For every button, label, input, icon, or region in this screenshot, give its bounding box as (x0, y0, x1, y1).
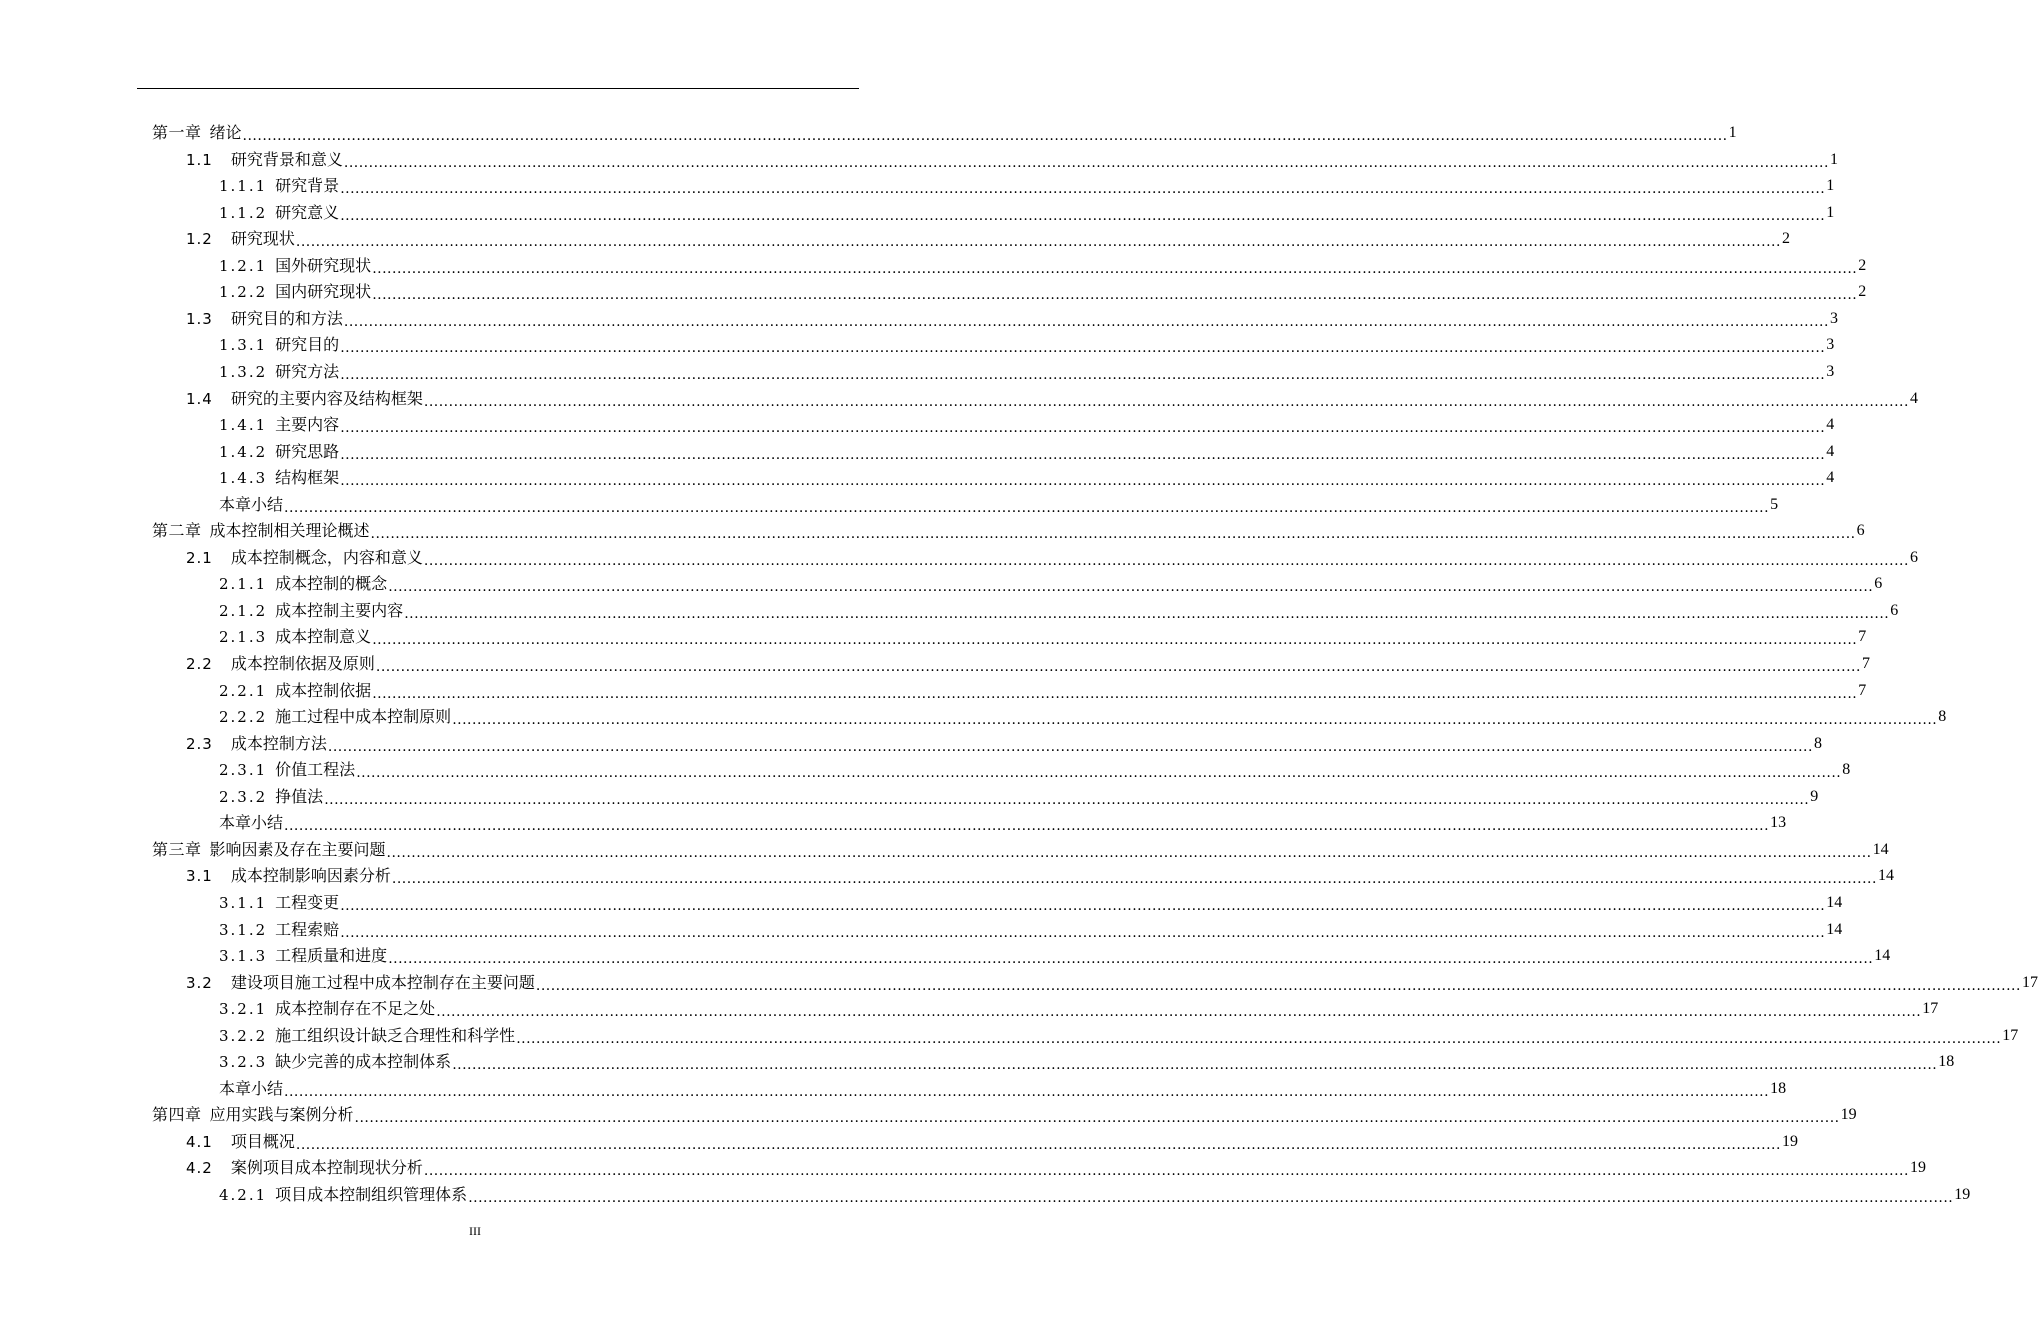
toc-entry-number: 2.3.2 (219, 787, 268, 806)
dot-leader: ............................................................................................................................................................................................................................................................................................................ (356, 765, 1842, 782)
toc-entry-title: 结构框架 (275, 468, 340, 488)
toc-entry[interactable] (219, 917, 1843, 943)
toc-entry-title: 工程质量和进度 (275, 946, 388, 966)
toc-entry-number: 1.1 (186, 150, 213, 169)
toc-entry[interactable] (219, 598, 1899, 624)
dot-leader: ............................................................................................................................................................................................................................................................................................................ (324, 791, 1810, 808)
header-rule (137, 88, 859, 89)
toc-entry-page: 3 (1829, 309, 1838, 327)
toc-entry[interactable] (219, 571, 1883, 597)
toc-entry[interactable] (219, 279, 1867, 305)
dot-leader: ............................................................................................................................................................................................................................................................................................................ (375, 659, 1861, 675)
toc-entry-page: 18 (1770, 1079, 1787, 1097)
toc-entry[interactable] (219, 890, 1843, 916)
toc-entry[interactable] (152, 1102, 1857, 1128)
toc-entry-number: 1.2 (186, 230, 213, 249)
dot-leader: ............................................................................................................................................................................................................................................................................................................ (372, 632, 1858, 649)
toc-entry-title: 挣值法 (275, 786, 324, 806)
toc-entry-number: 1.2.2 (219, 283, 268, 302)
toc-entry-number: 4.1 (186, 1132, 213, 1151)
dot-leader: ............................................................................................................................................................................................................................................................................................................ (452, 712, 1938, 729)
toc-entry-page: 14 (1826, 920, 1843, 938)
toc-entry-page: 19 (1840, 1106, 1857, 1124)
toc-entry-title: 成本控制方法 (230, 733, 327, 753)
toc-entry[interactable] (219, 784, 1819, 810)
toc-entry[interactable] (219, 757, 1851, 783)
toc-entry-page: 7 (1858, 628, 1867, 646)
toc-entry-page: 14 (1874, 947, 1891, 965)
toc-entry-page: 14 (1877, 867, 1894, 885)
toc-entry-number: 2.3.1 (219, 761, 268, 780)
toc-entry[interactable] (186, 1129, 1798, 1155)
toc-entry-number: 2.1.1 (219, 575, 268, 594)
dot-leader: ............................................................................................................................................................................................................................................................................................................ (436, 1004, 1922, 1021)
toc-entry-page: 3 (1826, 362, 1835, 380)
toc-entry[interactable] (219, 465, 1835, 491)
dot-leader: ............................................................................................................................................................................................................................................................................................................ (372, 260, 1858, 277)
toc-entry-number: 第四章 (152, 1105, 202, 1125)
toc-entry-number: 3.2.2 (219, 1026, 268, 1045)
toc-entry-title: 应用实践与案例分析 (209, 1105, 354, 1125)
toc-entry[interactable] (152, 120, 1737, 146)
toc-entry-page: 4 (1826, 442, 1835, 460)
toc-entry-number: 2.2.1 (219, 681, 268, 700)
toc-entry-title: 成本控制概念，内容和意义 (230, 547, 423, 567)
toc-entry-page: 14 (1872, 840, 1889, 858)
toc-entry-title: 项目概况 (230, 1131, 295, 1151)
toc-entry-title: 成本控制的概念 (275, 574, 388, 594)
toc-entry-title: 本章小结 (219, 813, 284, 833)
toc-entry-title: 研究现状 (230, 229, 295, 249)
toc-entry-title: 主要内容 (275, 415, 340, 435)
toc-entry-title: 工程变更 (275, 892, 340, 912)
dot-leader: ............................................................................................................................................................................................................................................................................................................ (343, 313, 1829, 330)
toc-entry[interactable] (219, 943, 1891, 969)
toc-entry[interactable] (219, 439, 1835, 465)
dot-leader: ............................................................................................................................................................................................................................................................................................................ (343, 154, 1829, 171)
toc-entry-page: 17 (2021, 973, 2038, 991)
dot-leader: ............................................................................................................................................................................................................................................................................................................ (242, 128, 1728, 144)
toc-entry-title: 项目成本控制组织管理体系 (275, 1185, 468, 1204)
toc-entry[interactable] (219, 492, 1779, 518)
toc-entry-number: 3.1.3 (219, 947, 268, 966)
toc-entry-number: 1.4 (186, 389, 213, 408)
toc-entry[interactable] (186, 545, 1918, 571)
dot-leader: ............................................................................................................................................................................................................................................................................................................ (354, 1110, 1840, 1127)
toc-entry[interactable] (152, 837, 1889, 863)
toc-entry[interactable] (186, 970, 2038, 996)
toc-entry[interactable] (219, 624, 1867, 650)
toc-entry-number: 3.2.1 (219, 1000, 268, 1019)
toc-entry-title: 国内研究现状 (275, 282, 372, 302)
toc-entry-number: 2.3 (186, 734, 213, 753)
toc-entry-page: 4 (1826, 416, 1835, 434)
toc-entry-number: 3.2.3 (219, 1053, 268, 1072)
toc-entry[interactable] (186, 226, 1790, 252)
toc-entry-number: 1.3.1 (219, 336, 268, 355)
toc-entry-title: 研究目的和方法 (230, 308, 343, 328)
toc-entry-number: 1.1.1 (219, 177, 268, 196)
toc-entry-page: 17 (2002, 1026, 2019, 1044)
toc-entry-page: 2 (1781, 230, 1790, 248)
toc-entry-page: 7 (1858, 681, 1867, 699)
toc-entry-page: 9 (1810, 787, 1819, 805)
toc-entry-page: 3 (1826, 336, 1835, 354)
toc-entry-number: 3.1.1 (219, 893, 268, 912)
dot-leader: ............................................................................................................................................................................................................................................................................................................ (340, 473, 1826, 490)
toc-entry-page: 14 (1826, 893, 1843, 911)
dot-leader: ............................................................................................................................................................................................................................................................................................................ (284, 499, 1770, 516)
toc-entry-number: 第一章 (152, 123, 202, 142)
toc-entry-title: 研究意义 (275, 202, 340, 222)
toc-entry-title: 案例项目成本控制现状分析 (230, 1158, 423, 1178)
toc-entry-page: 6 (1909, 548, 1918, 566)
dot-leader: ............................................................................................................................................................................................................................................................................................................ (284, 818, 1770, 835)
dot-leader: ............................................................................................................................................................................................................................................................................................................ (327, 738, 1813, 755)
toc-entry[interactable] (219, 810, 1787, 836)
dot-leader: ............................................................................................................................................................................................................................................................................................................ (372, 685, 1858, 702)
toc-entry-number: 3.1 (186, 867, 213, 886)
toc-entry-number: 4.2 (186, 1159, 213, 1178)
toc-entry[interactable] (219, 332, 1835, 358)
toc-entry-page: 8 (1813, 734, 1822, 752)
toc-entry[interactable] (219, 1049, 1955, 1075)
toc-entry-page: 1 (1728, 124, 1737, 141)
toc-entry-title: 研究背景和意义 (230, 149, 343, 169)
toc-entry-page: 2 (1858, 283, 1867, 301)
toc-entry-title: 研究背景 (275, 176, 340, 196)
toc-entry-number: 2.1 (186, 548, 213, 567)
toc-entry-title: 施工过程中成本控制原则 (275, 707, 452, 727)
toc-entry-title: 绪论 (209, 123, 242, 142)
dot-leader: ............................................................................................................................................................................................................................................................................................................ (386, 844, 1872, 861)
toc-entry-title: 价值工程法 (275, 760, 356, 780)
dot-leader: ............................................................................................................................................................................................................................................................................................................ (388, 951, 1874, 968)
toc-entry-number: 3.2 (186, 973, 213, 992)
toc-entry[interactable] (219, 173, 1835, 199)
dot-leader: ............................................................................................................................................................................................................................................................................................................ (340, 897, 1826, 914)
toc-entry-page: 18 (1938, 1053, 1955, 1071)
toc-entry-number: 2.2 (186, 655, 213, 673)
toc-entry[interactable] (219, 1023, 2019, 1049)
toc-entry-number: 第三章 (152, 839, 202, 859)
toc-entry-title: 研究方法 (275, 361, 340, 381)
dot-leader: ............................................................................................................................................................................................................................................................................................................ (535, 977, 2021, 994)
dot-leader: ............................................................................................................................................................................................................................................................................................................ (391, 871, 1877, 888)
toc-entry-page: 13 (1770, 814, 1787, 832)
toc-entry-number: 1.2.1 (219, 256, 268, 275)
toc-entry-number: 1.3.2 (219, 362, 268, 381)
toc-entry-title: 缺少完善的成本控制体系 (275, 1052, 452, 1072)
toc-entry[interactable] (186, 863, 1894, 889)
toc-entry-title: 建设项目施工过程中成本控制存在主要问题 (230, 972, 535, 992)
toc-entry-page: 1 (1826, 203, 1835, 221)
toc-entry-number: 2.1.2 (219, 601, 268, 620)
toc-entry[interactable] (186, 386, 1918, 412)
toc-entry-page: 8 (1842, 761, 1851, 779)
toc-entry-title: 成本控制意义 (275, 627, 372, 647)
toc-entry-number: 1.3 (186, 309, 213, 328)
toc-entry-number: 2.2.2 (219, 708, 268, 727)
toc-entry-number: 4.2.1 (219, 1186, 268, 1204)
toc-entry-number: 第二章 (152, 521, 202, 541)
toc-entry[interactable] (219, 996, 1939, 1022)
dot-leader: ............................................................................................................................................................................................................................................................................................................ (340, 207, 1826, 224)
toc-entry-page: 1 (1826, 177, 1835, 195)
toc-entry-page: 4 (1826, 469, 1835, 487)
dot-leader: ............................................................................................................................................................................................................................................................................................................ (423, 552, 1909, 569)
toc-entry-page: 5 (1770, 495, 1779, 513)
toc-entry-title: 研究的主要内容及结构框架 (230, 388, 423, 408)
dot-leader: ............................................................................................................................................................................................................................................................................................................ (404, 605, 1890, 622)
toc-entry-number: 1.4.1 (219, 416, 268, 435)
dot-leader: ............................................................................................................................................................................................................................................................................................................ (284, 1083, 1770, 1100)
page-number: III (469, 1224, 481, 1238)
toc-entry-page: 6 (1890, 601, 1899, 619)
dot-leader: ............................................................................................................................................................................................................................................................................................................ (372, 287, 1858, 304)
toc-entry[interactable] (219, 359, 1835, 385)
toc-entry-number: 1.4.3 (219, 469, 268, 488)
toc-entry-title: 本章小结 (219, 1078, 284, 1098)
toc-entry-page: 6 (1874, 575, 1883, 593)
toc-entry-page: 19 (1909, 1159, 1926, 1177)
toc-entry-title: 成本控制依据及原则 (230, 654, 375, 673)
toc-entry-title: 成本控制影响因素分析 (230, 866, 391, 886)
toc-entry-number: 3.1.2 (219, 920, 268, 939)
dot-leader: ............................................................................................................................................................................................................................................................................................................ (295, 234, 1781, 251)
toc-entry-page: 8 (1938, 708, 1947, 726)
toc-entry-title: 成本控制主要内容 (275, 600, 404, 620)
dot-leader: ............................................................................................................................................................................................................................................................................................................ (340, 420, 1826, 437)
dot-leader: ............................................................................................................................................................................................................................................................................................................ (370, 526, 1856, 543)
toc-entry-number: 2.1.3 (219, 628, 268, 647)
toc-entry[interactable] (219, 412, 1835, 438)
toc-entry-title: 研究目的 (275, 335, 340, 355)
dot-leader: ............................................................................................................................................................................................................................................................................................................ (516, 1030, 2002, 1047)
toc-entry[interactable] (219, 704, 1947, 730)
dot-leader: ............................................................................................................................................................................................................................................................................................................ (468, 1190, 1954, 1206)
toc-entry[interactable] (219, 1076, 1787, 1102)
toc-entry-page: 19 (1954, 1186, 1971, 1203)
toc-entry-title: 成本控制依据 (275, 680, 372, 700)
toc-entry-number: 1.4.2 (219, 442, 268, 461)
toc-entry-page: 19 (1781, 1132, 1798, 1150)
toc-entry-page: 4 (1909, 389, 1918, 407)
toc-entry-page: 7 (1861, 655, 1870, 672)
toc-entry[interactable] (186, 1155, 1926, 1181)
toc-entry-title: 本章小结 (219, 494, 284, 514)
toc-entry-page: 1 (1829, 150, 1838, 168)
toc-entry-page: 6 (1856, 522, 1865, 540)
dot-leader: ............................................................................................................................................................................................................................................................................................................ (340, 366, 1826, 383)
toc-entry-number: 1.1.2 (219, 203, 268, 222)
dot-leader: ............................................................................................................................................................................................................................................................................................................ (423, 1163, 1909, 1180)
toc-entry[interactable] (186, 306, 1838, 332)
toc-entry-title: 成本控制相关理论概述 (209, 521, 370, 541)
dot-leader: ............................................................................................................................................................................................................................................................................................................ (340, 924, 1826, 941)
toc-entry[interactable] (186, 651, 1870, 677)
toc-entry[interactable] (186, 147, 1838, 173)
toc-entry-title: 国外研究现状 (275, 255, 372, 275)
toc-entry[interactable] (152, 518, 1865, 544)
toc-entry[interactable] (186, 731, 1822, 757)
dot-leader: ............................................................................................................................................................................................................................................................................................................ (295, 1136, 1781, 1153)
toc-entry[interactable] (219, 200, 1835, 226)
toc-entry-title: 成本控制存在不足之处 (275, 999, 436, 1019)
toc-entry[interactable] (219, 678, 1867, 704)
dot-leader: ............................................................................................................................................................................................................................................................................................................ (388, 579, 1874, 596)
toc-entry-title: 施工组织设计缺乏合理性和科学性 (275, 1025, 516, 1045)
dot-leader: ............................................................................................................................................................................................................................................................................................................ (452, 1057, 1938, 1074)
toc-entry-page: 2 (1858, 256, 1867, 274)
toc-entry-title: 研究思路 (275, 441, 340, 461)
dot-leader: ............................................................................................................................................................................................................................................................................................................ (340, 446, 1826, 463)
dot-leader: ............................................................................................................................................................................................................................................................................................................ (423, 393, 1909, 410)
toc-entry[interactable] (219, 253, 1867, 279)
dot-leader: ............................................................................................................................................................................................................................................................................................................ (340, 340, 1826, 357)
toc-entry-title: 影响因素及存在主要问题 (209, 839, 386, 859)
dot-leader: ............................................................................................................................................................................................................................................................................................................ (340, 181, 1826, 198)
toc-entry-page: 17 (1922, 1000, 1939, 1018)
toc-entry-title: 工程索赔 (275, 919, 340, 939)
toc-entry[interactable] (219, 1182, 1971, 1208)
